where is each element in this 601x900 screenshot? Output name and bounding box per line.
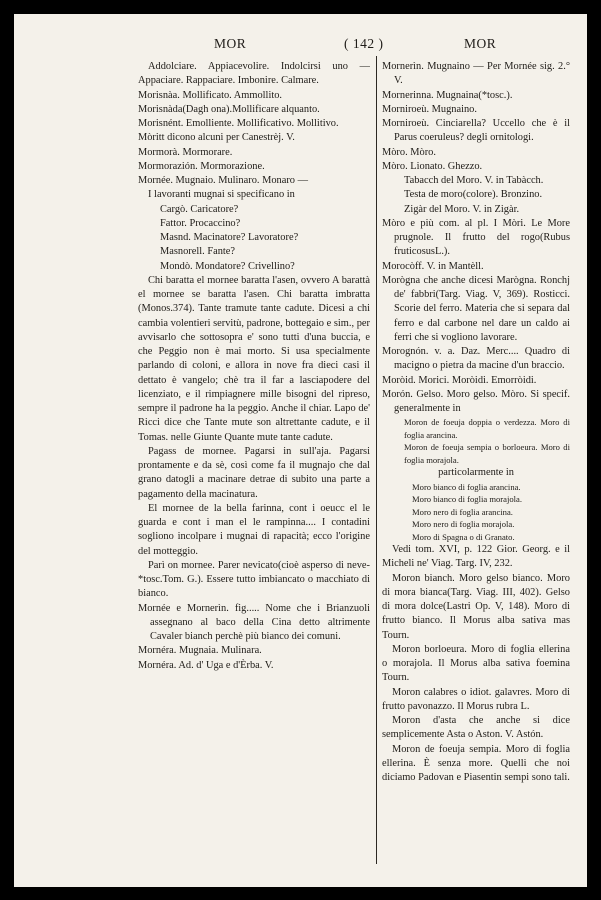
entry-text: Vedi tom. XVI, p. 122 Gior. Georg. e il Micheli ne' Viag. Targ. IV, 232. [382,544,570,570]
entry-text: Mormorazión. Mormorazione. [138,160,265,172]
entry-text: Morisnàda(Dagh ona).Mollificare alquanto. [138,103,320,115]
header-right-headword: MOR [464,36,497,51]
entry-text: Pagass de mornee. Pagarsi in sull'aja. Pagarsi prontamente e da sè, così come fa il mugnajo che dal grano datogli a macinare detrae di subito una parte a pagamento della macinatura. [138,445,370,500]
entry-text: Mormorà. Mormorare. [138,146,233,158]
entry-text: Tabacch del Moro. V. in Tabàcch. [404,175,544,186]
entry-text: Moron calabres o idiot. galavres. Moro di frutto pavonazzo. Il Morus rubra L. [382,686,570,712]
entry-text: Chi baratta el mornee baratta l'asen, ovvero A barattà el mornee se baratta l'asen. Chi baratta imbratta (Monos.374). Tante tramute tante cadute. Dicesi a chi cambia volentieri servitù, padrone, bottegaio e sim., per avvisarlo che sottosopra e' sono tutti d'una buccia, e che Peggio non è mai morto. Si usa specialmente parlando di coloni, e allora in nove fra dieci casi il dettato è vangelo; chè tra il far a lasciapodere del licenziato, e il rimpiagnere mille bisogni del ripreso, sempre il padrone ha la peggio. Anche il chiar. Lapo de' Ricci dice che Tante mute son altrettante cadute, e il Tomas. nelle Giunte Quante mute tante cadute. [138,274,370,443]
entry-text: Moro nero di foglia arancina. [412,506,513,517]
entry-text: Moro di Spagna o di Granato. [412,531,515,542]
entry-text: Fattor. Procaccino? [160,217,241,229]
page-number: ( 142 ) [344,36,384,51]
entry-text: Morniroeù. Mugnaino. [382,103,477,115]
entry-text: Morògna che anche dicesi Marògna. Ronchj de' fabbri(Targ. Viag. V, 369). Rosticci. Scorie del ferro. Materia che si separa dal ferro e dal carbone nel dare un caldo ai ferri che si vogliono lavorare. [382,274,570,343]
entry-text: Morocòff. V. in Mantèll. [382,260,484,272]
entry-text: Masnorell. Fante? [160,246,236,258]
entry-text: Moron de foeuja sempia. Moro di foglia ellerina. È senza more. Quelli che noi diciamo Padovan e Piasentin sempi sono tali. [382,743,570,783]
header-left-headword: MOR [214,36,247,51]
entry-text: Masnd. Macinatore? Lavoratore? [160,232,299,243]
entry-text: Mondò. Mondatore? Crivellino? [160,260,295,272]
entry-text: particolarmente in [438,467,514,479]
entry-text: Mornerinna. Mugnaina(*tosc.). [382,89,513,101]
entry-text: Mòro e più com. al pl. I Mòri. Le More prugnole. Il frutto del rogo(Rubus fruticosusL.). [382,217,570,258]
entry-text: Mornéra. Ad. d' Uga e d'Èrba. V. [138,659,274,671]
entry-text: Morón. Gelso. Moro gelso. Mòro. Si specif. generalmente in [382,388,570,414]
entry-text: Mòro. Lionato. Ghezzo. [382,160,483,172]
entry-text: Addolciare. Appiacevolire. Indolcirsi uno — Appaciare. Rappaciare. Imbonire. Calmare. [138,61,370,87]
entry-text: Cargò. Caricatore? [160,203,239,215]
entry-text: El mornee de la bella farinna, cont i oeucc el le guarda e cont i man el le rampinna.... I contadini sogliono incolpare i mugnai di rapacità; ecco l'origine del motteggio. [138,502,370,557]
entry-text: Mornéra. Mugnaia. Mulinara. [138,645,262,657]
entry-text: Mòro. Mòro. [382,146,436,158]
entry-text: Mornée e Mornerìn. fig..... Nome che i Brianzuoli assegnano al baco della Cina detto altrimente Cavaler bianch perchè più bianco dei comuni. [138,602,370,642]
entry-text: Testa de moro(colore). Bronzino. [404,189,543,201]
entry-text: Mòritt dicono alcuni per Canestrèj. V. [138,132,295,144]
entry-text: Mornerìn. Mugnaino — Per Mornée sig. 2.° V. [382,61,570,87]
entry-text: Morognón. v. a. Daz. Merc.... Quadro di macigno o pietra da macine d'un braccio. [382,346,570,372]
page-header [14,36,587,56]
dictionary-page [14,14,587,887]
entry-text: Parì on mornee. Parer nevicato(cioè asperso di neve-*tosc.Tom. G.). Essere tutto imbiancato o macchiato di bianco. [138,559,370,600]
entry-text: Morniroeù. Cinciarella? Uccello che è il Parus coeruleus? degli ornitologi. [382,118,570,144]
right-column [382,60,570,870]
entry-text: I lavoranti mugnai si specificano in [148,189,295,201]
entry-text: Moron d'asta che anche si dice semplicemente Asta o Aston. V. Astón. [382,715,570,741]
entry-text: Moron bianch. Moro gelso bianco. Moro di mora bianca(Targ. Viag. III, 402). Gelso di mora dolce(Lastri Op. V, 148). Moro di frutto bianco. Il Morus alba sativa mas Tourn. [382,572,570,641]
entry-text: Mornée. Mugnaio. Mulinaro. Monaro — [138,175,308,186]
entry-text: Moro bianco di foglia morajola. [412,494,523,504]
entry-text: Moron de foeuja doppia o verdezza. Moro di foglia arancina. [404,417,570,440]
left-column [138,60,370,870]
entry-text: Moro nero di foglia morajola. [412,519,515,529]
entry-text: Moron de foeuja sempia o borloeura. Moro di foglia morajola. [404,442,570,465]
entry-text: Moro bianco di foglia arancina. [412,481,521,492]
column-divider [376,56,377,864]
entry-text: Zigàr del Moro. V. in Zigàr. [404,203,520,215]
entry-text: Morisnént. Emolliente. Mollificativo. Mollitivo. [138,118,339,129]
entry-text: Moròid. Morici. Moròidi. Emorròidi. [382,374,537,386]
entry-text: Morisnàa. Mollificato. Ammollito. [138,89,283,101]
entry-text: Moron borloeura. Moro di foglia ellerina o morajola. Il Morus alba sativa foemina Tourn. [382,643,570,684]
